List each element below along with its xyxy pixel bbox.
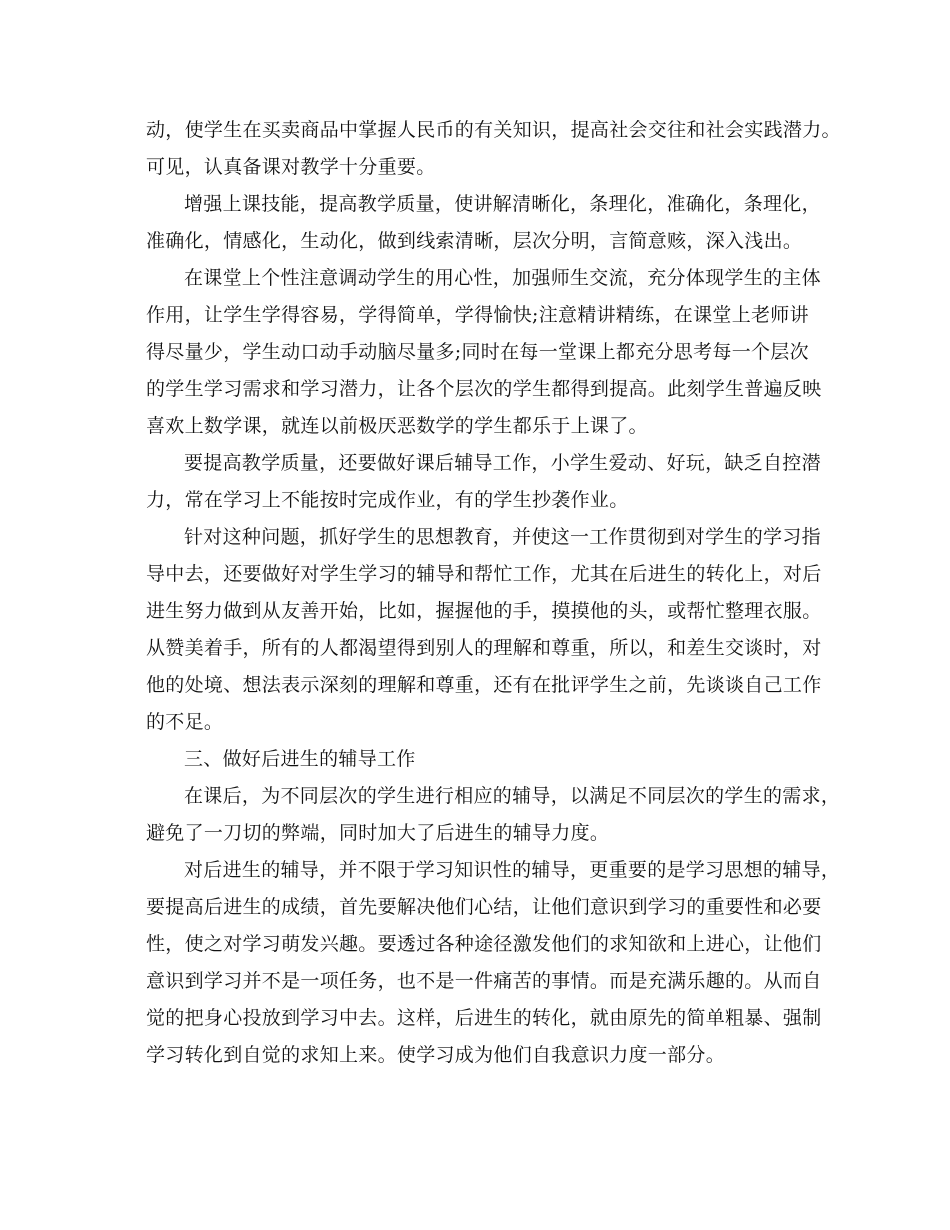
text-line: 得尽量少，学生动口动手动脑尽量多;同时在每一堂课上都充分思考每一个层次 — [146, 341, 809, 363]
text-line: 喜欢上数学课，就连以前极厌恶数学的学生都乐于上课了。 — [146, 415, 648, 437]
text-line: 对后进生的辅导，并不限于学习知识性的辅导，更重要的是学习思想的辅导， — [184, 859, 841, 881]
text-line: 增强上课技能，提高教学质量，使讲解清晰化，条理化，准确化，条理化， — [184, 193, 821, 215]
text-line: 力，常在学习上不能按时完成作业，有的学生抄袭作业。 — [146, 489, 629, 511]
text-line: 动，使学生在买卖商品中掌握人民币的有关知识，提高社会交往和社会实践潜力。 — [146, 119, 841, 141]
text-line: 的不足。 — [146, 711, 224, 733]
section-heading: 三、做好后进生的辅导工作 — [184, 748, 416, 770]
text-line: 准确化，情感化，生动化，做到线索清晰，层次分明，言简意赅，深入浅出。 — [146, 230, 803, 252]
text-line: 意识到学习并不是一项任务，也不是一件痛苦的事情。而是充满乐趣的。从而自 — [146, 970, 822, 992]
text-line: 的学生学习需求和学习潜力，让各个层次的学生都得到提高。此刻学生普遍反映 — [146, 378, 822, 400]
text-line: 避免了一刀切的弊端，同时加大了后进生的辅导力度。 — [146, 822, 610, 844]
text-line: 性，使之对学习萌发兴趣。要透过各种途径激发他们的求知欲和上进心，让他们 — [146, 933, 822, 955]
text-line: 学习转化到自觉的求知上来。使学习成为他们自我意识力度一部分。 — [146, 1044, 726, 1066]
text-line: 针对这种问题，抓好学生的思想教育，并使这一工作贯彻到对学生的学习指 — [184, 526, 821, 548]
text-line: 从赞美着手，所有的人都渴望得到别人的理解和尊重，所以，和差生交谈时，对 — [146, 637, 822, 659]
text-line: 在课堂上个性注意调动学生的用心性，加强师生交流，充分体现学生的主体 — [184, 267, 821, 289]
text-line: 要提高教学质量，还要做好课后辅导工作，小学生爱动、好玩，缺乏自控潜 — [184, 452, 821, 474]
text-line: 在课后，为不同层次的学生进行相应的辅导，以满足不同层次的学生的需求， — [184, 785, 841, 807]
text-line: 可见，认真备课对教学十分重要。 — [146, 156, 436, 178]
text-line: 要提高后进生的成绩，首先要解决他们心结，让他们意识到学习的重要性和必要 — [146, 896, 822, 918]
text-line: 他的处境、想法表示深刻的理解和尊重，还有在批评学生之前，先谈谈自己工作 — [146, 674, 822, 696]
text-line: 导中去，还要做好对学生学习的辅导和帮忙工作，尤其在后进生的转化上，对后 — [146, 563, 822, 585]
text-line: 觉的把身心投放到学习中去。这样，后进生的转化，就由原先的简单粗暴、强制 — [146, 1007, 822, 1029]
text-line: 作用，让学生学得容易，学得简单，学得愉快;注意精讲精练，在课堂上老师讲 — [146, 304, 809, 326]
text-line: 进生努力做到从友善开始，比如，握握他的手，摸摸他的头，或帮忙整理衣服。 — [146, 600, 822, 622]
